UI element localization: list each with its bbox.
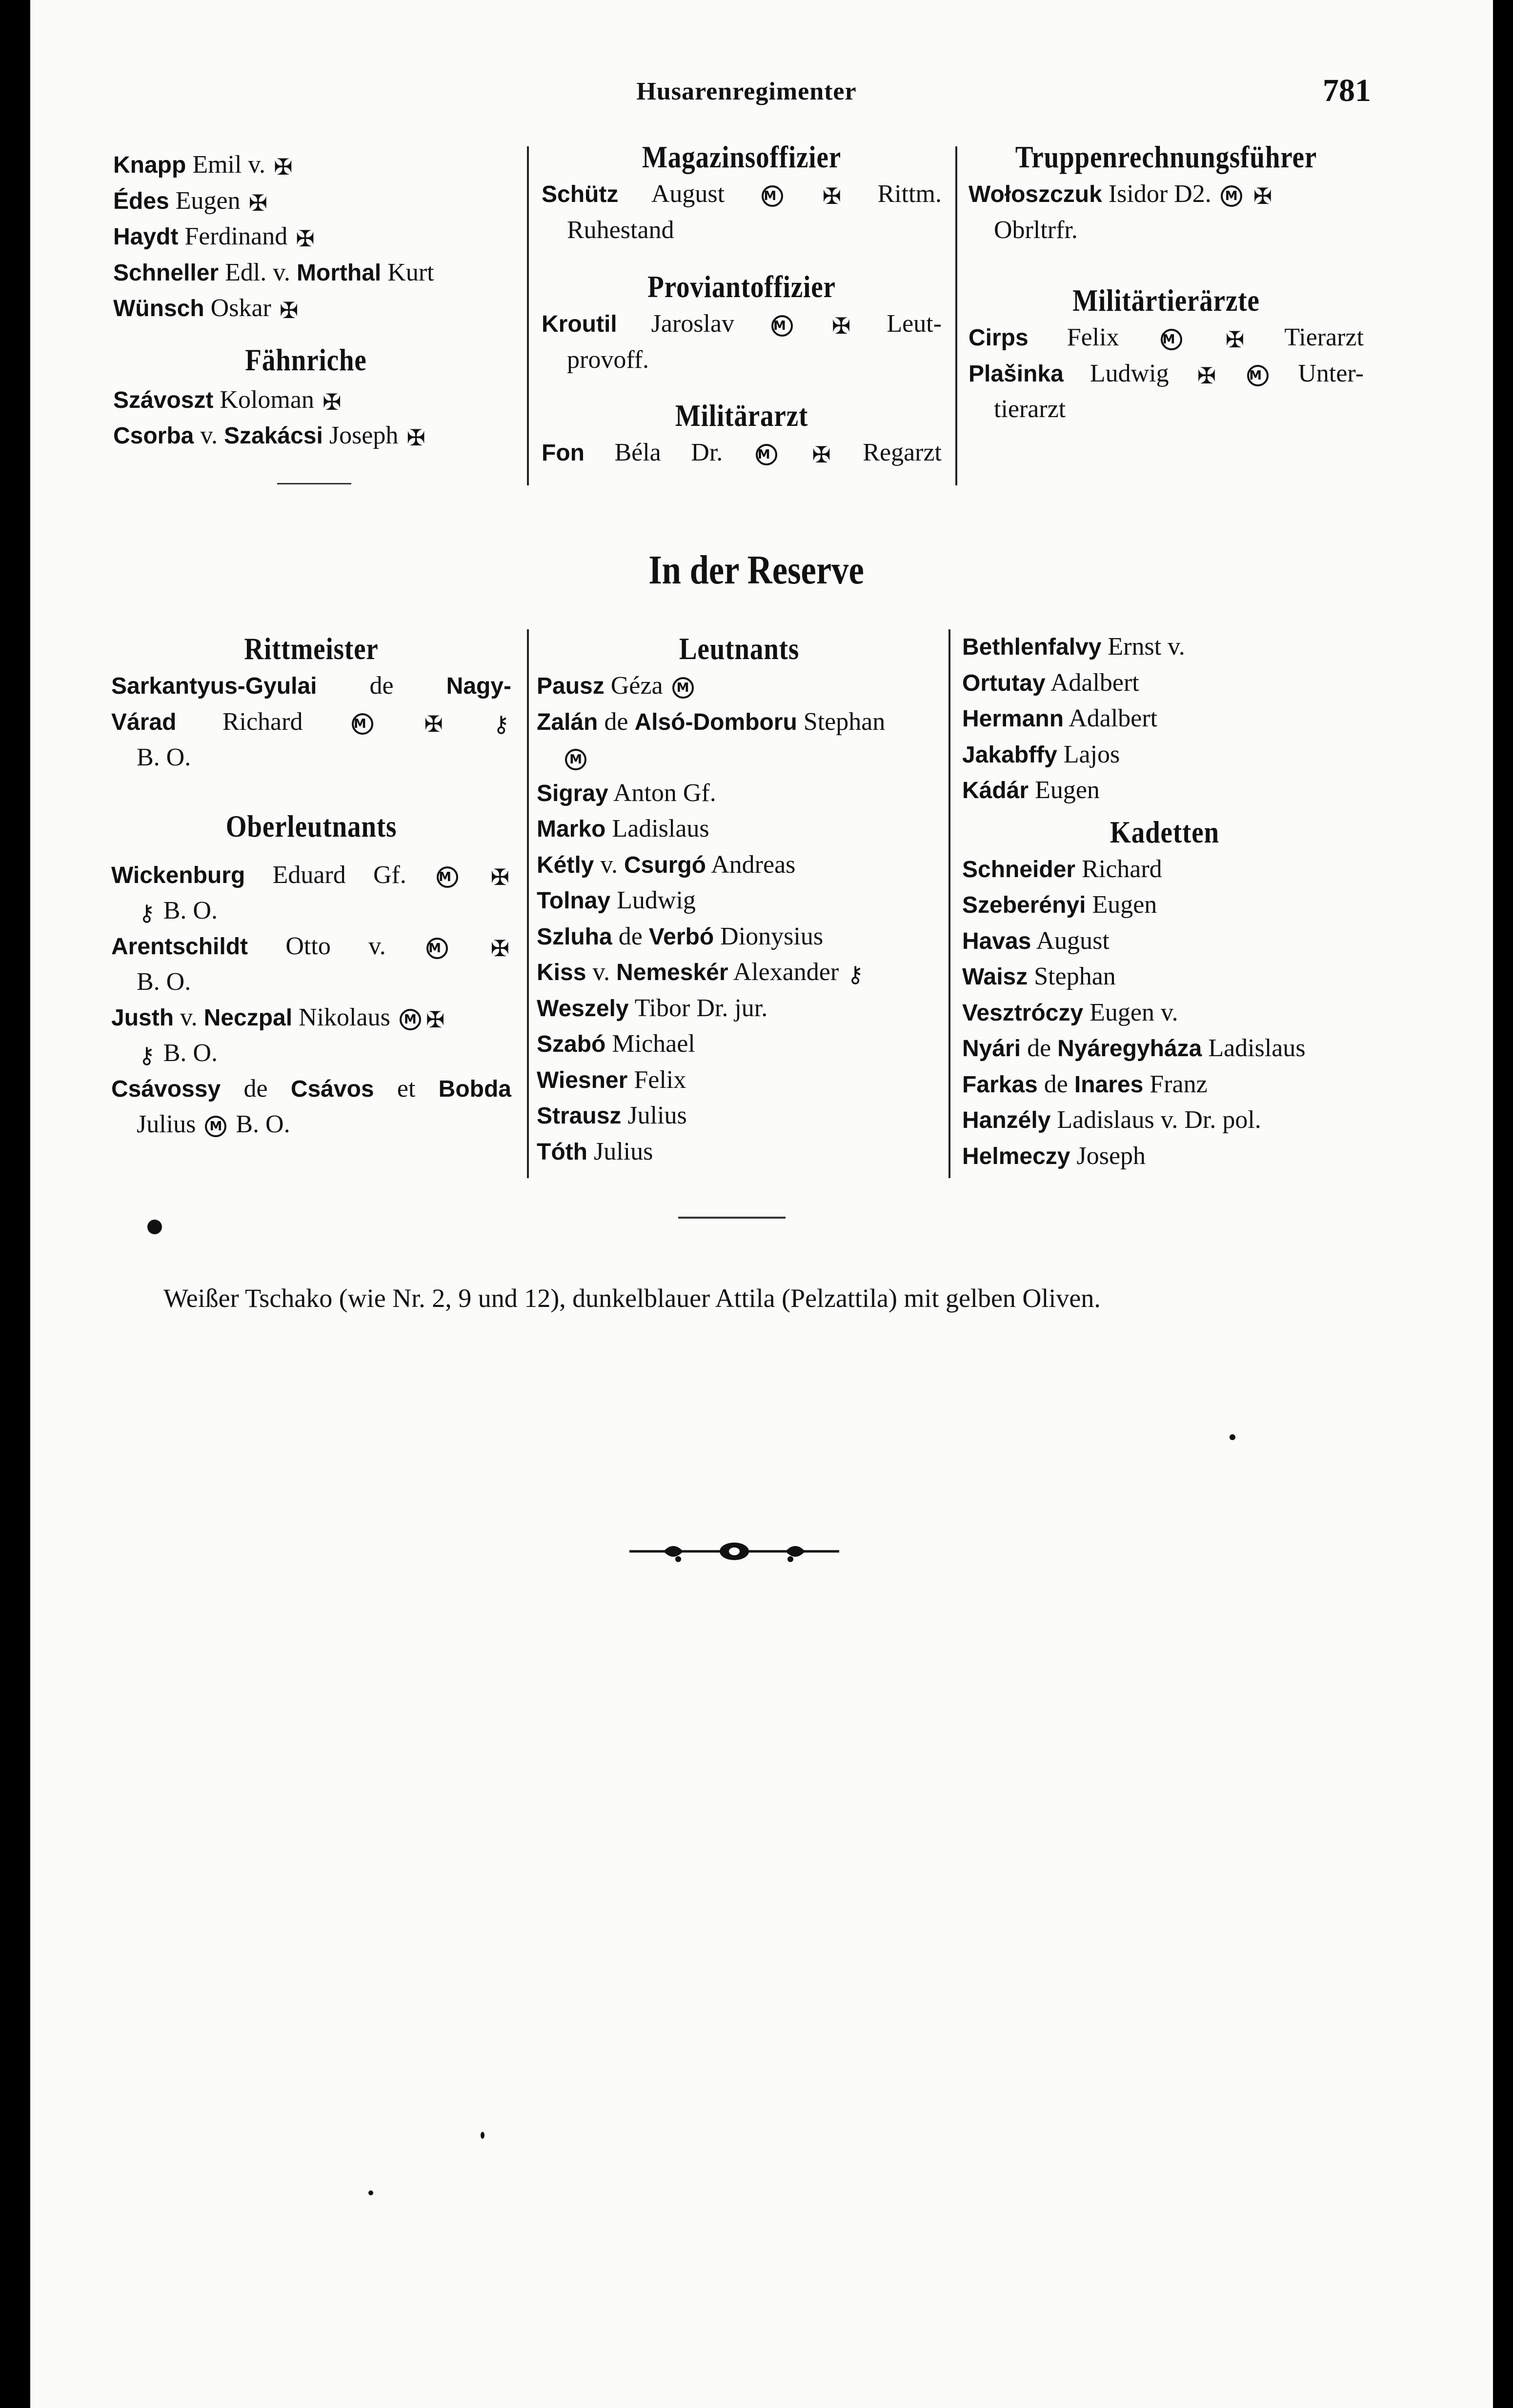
top-column-1 xyxy=(113,147,499,454)
entry-continuation: ⚷ B. O. xyxy=(139,897,218,926)
m-badge-icon: M xyxy=(762,185,783,207)
m-badge-icon: M xyxy=(1247,365,1269,386)
key-icon: ⚷ xyxy=(139,900,155,926)
entry: Kádár Eugen xyxy=(962,776,1100,804)
column-divider xyxy=(955,146,957,485)
cross-icon: ✠ xyxy=(490,863,510,890)
entry: Wiesner Felix xyxy=(537,1065,686,1094)
ink-speck xyxy=(481,2132,484,2139)
entry: Schütz August M ✠ Rittm. xyxy=(542,180,942,210)
entry-continuation: Ruhestand xyxy=(567,216,674,244)
entry: Marko Ladislaus xyxy=(537,815,709,843)
entry: Zalán de Alsó-Domboru Stephan xyxy=(537,707,886,736)
column-divider xyxy=(527,146,529,485)
entry: Nyári de Nyáregyháza Ladislaus xyxy=(962,1034,1306,1062)
heading-militaertieraerzte: Militärtierärzte xyxy=(1072,283,1260,318)
cross-icon: ✠ xyxy=(279,297,299,324)
entry: Sigray Anton Gf. xyxy=(537,779,716,807)
ink-speck xyxy=(147,1220,162,1234)
cross-icon: ✠ xyxy=(822,183,842,210)
running-title: Husarenregimenter xyxy=(636,78,857,105)
key-icon: ⚷ xyxy=(139,1042,155,1069)
entry: Szabó Michael xyxy=(537,1030,695,1058)
entry-continuation: B. O. xyxy=(137,968,191,996)
entry: Tóth Julius xyxy=(537,1137,653,1165)
entry-continuation: tierarzt xyxy=(994,395,1066,423)
entry: Vesztróczy Eugen v. xyxy=(962,998,1178,1026)
entry-continuation xyxy=(537,740,942,776)
cross-icon: ✠ xyxy=(248,189,268,216)
entry: Édes Eugen ✠ xyxy=(113,186,268,216)
m-badge-icon: M xyxy=(1161,329,1182,350)
page-number: 781 xyxy=(1323,73,1371,108)
heading-militaerarzt: Militärarzt xyxy=(675,398,808,433)
entry: Jakabffy Lajos xyxy=(962,740,1120,768)
scan-border-right xyxy=(1493,0,1513,2408)
entry: Weszely Tibor Dr. jur. xyxy=(537,994,768,1022)
heading-truppenrechnungsfuehrer: Truppenrechnungsführer xyxy=(1015,140,1317,174)
entry: Haydt Ferdinand ✠ xyxy=(113,222,315,252)
entry-continuation: Julius M B. O. xyxy=(137,1110,290,1138)
cross-icon: ✠ xyxy=(831,313,851,340)
heading-magazinsoffizier: Magazinsoffizier xyxy=(642,140,842,174)
entry: Waisz Stephan xyxy=(962,963,1116,990)
m-badge-icon: M xyxy=(672,677,694,699)
cross-icon: ✠ xyxy=(425,1006,445,1033)
entry: Ortutay Adalbert xyxy=(962,668,1139,697)
entry: Csorba v. Szakácsi Joseph ✠ xyxy=(113,421,425,451)
m-badge-icon: M xyxy=(352,713,373,735)
column-divider xyxy=(527,629,529,1178)
entry: Csávossy de Csávos et Bobda xyxy=(111,1074,511,1103)
cross-icon: ✠ xyxy=(490,935,510,962)
entry: Wünsch Oskar ✠ xyxy=(113,294,299,324)
heading-kadetten: Kadetten xyxy=(1110,814,1219,849)
ornament-divider xyxy=(629,1532,839,1571)
reserve-column-1 xyxy=(111,629,511,1143)
cross-icon: ✠ xyxy=(322,388,342,415)
entry: Szeberényi Eugen xyxy=(962,891,1157,919)
cross-icon: ✠ xyxy=(274,154,293,181)
cross-icon: ✠ xyxy=(406,424,425,451)
entry-continuation: provoff. xyxy=(567,345,649,374)
cross-icon: ✠ xyxy=(1253,183,1272,210)
cross-icon: ✠ xyxy=(1225,326,1245,353)
entry-continuation: B. O. xyxy=(137,743,191,771)
entry: Szávoszt Koloman ✠ xyxy=(113,385,342,415)
entry: Hanzély Ladislaus v. Dr. pol. xyxy=(962,1106,1261,1134)
section-end-rule xyxy=(678,1217,786,1219)
entry: Fon Béla Dr. M ✠ Regarzt xyxy=(542,439,942,468)
section-title-reserve: In der Reserve xyxy=(648,547,864,593)
m-badge-icon: M xyxy=(426,938,448,959)
m-badge-icon: M xyxy=(771,315,793,337)
entry: Tolnay Ludwig xyxy=(537,886,696,914)
entry: Plašinka Ludwig ✠ M Unter- xyxy=(968,359,1364,389)
entry: Justh v. Neczpal Nikolaus M ✠ xyxy=(111,1003,445,1033)
heading-leutnants: Leutnants xyxy=(679,631,800,666)
entry: Schneller Edl. v. Morthal Kurt xyxy=(113,258,434,286)
heading-proviantoffizier: Proviantoffizier xyxy=(647,269,836,304)
entry: Knapp Emil v. ✠ xyxy=(113,151,293,181)
top-column-2 xyxy=(542,138,942,471)
entry: Bethlenfalvy Ernst v. xyxy=(962,633,1185,661)
key-icon: ⚷ xyxy=(493,710,510,737)
entry-continuation: ⚷ B. O. xyxy=(139,1039,218,1069)
heading-oberleutnants: Oberleutnants xyxy=(225,808,397,843)
cross-icon: ✠ xyxy=(812,441,831,468)
entry: Sarkantyus-Gyulai de Nagy- xyxy=(111,672,512,700)
entry: Cirps Felix M ✠ Tierarzt xyxy=(968,323,1364,353)
entry: Helmeczy Joseph xyxy=(962,1142,1146,1170)
m-badge-icon: M xyxy=(756,444,777,465)
entry: Havas August xyxy=(962,926,1110,955)
ink-speck xyxy=(368,2190,373,2195)
entry: Hermann Adalbert xyxy=(962,704,1158,732)
cross-icon: ✠ xyxy=(1197,362,1216,389)
entry: Wickenburg Eduard Gf. M ✠ xyxy=(111,861,510,890)
m-badge-icon: M xyxy=(205,1116,226,1137)
heading-rittmeister: Rittmeister xyxy=(244,631,379,666)
cross-icon: ✠ xyxy=(424,710,443,737)
top-column-3 xyxy=(968,138,1364,427)
entry: Arentschildt Otto v. M ✠ xyxy=(111,932,510,962)
entry: Schneider Richard xyxy=(962,855,1162,883)
uniform-footnote: Weißer Tschako (wie Nr. 2, 9 und 12), dunkelblauer Attila (Pelzattila) mit gelben Oliven. xyxy=(163,1284,1101,1313)
heading-faehnriche: Fähnriche xyxy=(245,342,367,377)
entry: Szluha de Verbó Dionysius xyxy=(537,922,824,950)
key-icon: ⚷ xyxy=(847,961,864,988)
ink-speck xyxy=(1230,1434,1235,1440)
reserve-column-2 xyxy=(537,629,942,1170)
cross-icon: ✠ xyxy=(296,225,315,252)
entry: Pausz Géza M xyxy=(537,668,942,704)
entry: Kétly v. Csurgó Andreas xyxy=(537,850,796,879)
reserve-column-3 xyxy=(962,629,1367,1174)
m-badge-icon: M xyxy=(400,1009,421,1030)
column-divider xyxy=(948,629,950,1178)
entry: Kroutil Jaroslav M ✠ Leut- xyxy=(542,310,942,340)
entry-continuation: Obrltrfr. xyxy=(994,216,1078,244)
m-badge-icon: M xyxy=(437,866,458,888)
column-end-rule xyxy=(277,483,351,484)
scan-border-left xyxy=(0,0,30,2408)
entry: Várad Richard M ✠ ⚷ xyxy=(111,707,510,737)
entry: Strausz Julius xyxy=(537,1102,687,1129)
entry: Farkas de Inares Franz xyxy=(962,1070,1208,1098)
entry: Kiss v. Nemeskér Alexander ⚷ xyxy=(537,958,864,988)
m-badge-icon: M xyxy=(1221,185,1242,207)
entry: Wołoszczuk Isidor D2. M ✠ xyxy=(968,180,1272,210)
m-badge-icon: M xyxy=(565,749,586,770)
